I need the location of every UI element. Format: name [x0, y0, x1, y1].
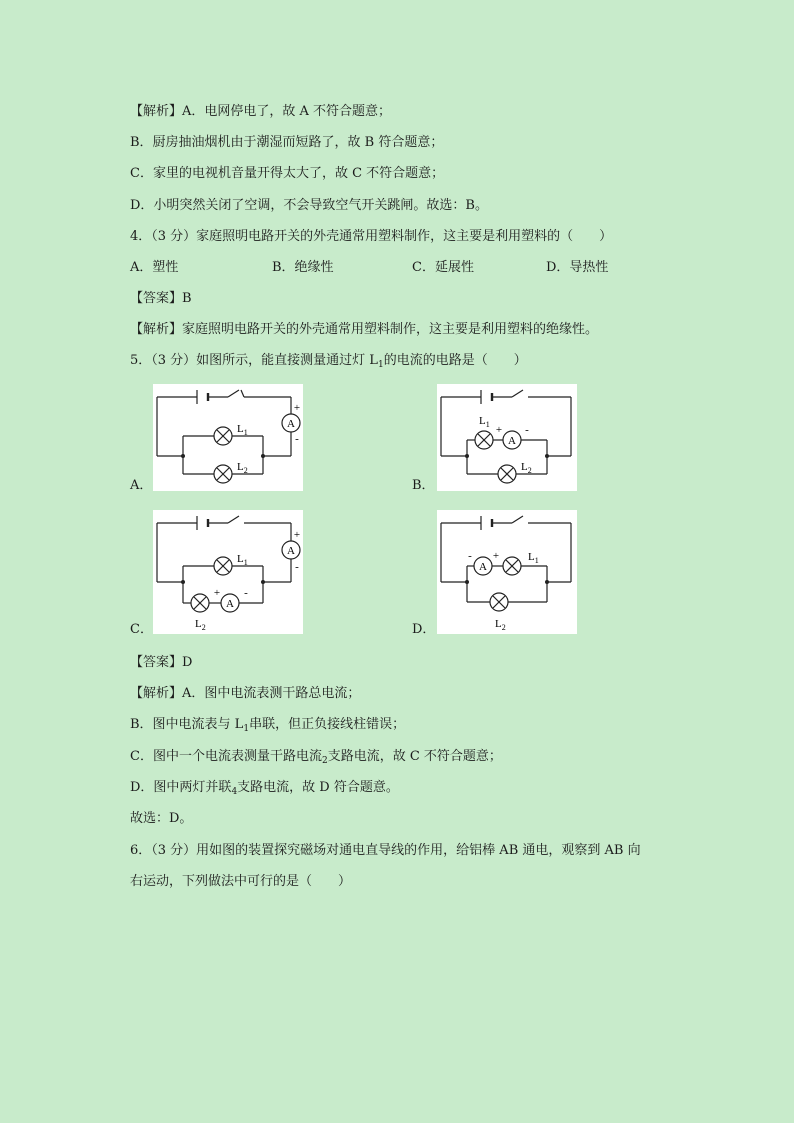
svg-text:+: +	[213, 587, 221, 599]
svg-text:L2: $L_2$	[495, 618, 506, 632]
svg-text:L1: $L_1$	[479, 415, 490, 429]
analysis-q3-a: 【解析】A．电网停电了，故 A 不符合题意；	[130, 104, 392, 119]
question-6-line-1: 6．（3 分）用如图的装置探究磁场对通电直导线的作用，给铝棒 AB 通电，观察到 AB 向	[130, 843, 641, 858]
circuit-diagram-d	[437, 510, 577, 634]
q5-answer: 【答案】D	[130, 655, 193, 670]
q5-conclusion: 故选：D。	[130, 811, 193, 826]
question-6-line-2: 右运动，下列做法中可行的是（ ）	[130, 874, 352, 889]
q4-option-a: A．塑性	[130, 260, 179, 275]
svg-text:-: -	[295, 433, 299, 445]
svg-text:A: A	[479, 561, 487, 573]
q4-option-c: C．延展性	[412, 260, 474, 275]
analysis-q3-d: D．小明突然关闭了空调，不会导致空气开关跳闸。故选：B。	[130, 198, 488, 213]
question-4: 4．（3 分）家庭照明电路开关的外壳通常用塑料制作，这主要是利用塑料的（ ）	[130, 229, 613, 244]
q4-option-d: D．导热性	[546, 260, 609, 275]
svg-text:L2: $L_2$	[237, 461, 248, 475]
svg-text:A: A	[508, 435, 516, 447]
q5-label-b: B．	[412, 478, 435, 493]
svg-text:+: +	[293, 529, 301, 541]
svg-text:-: -	[295, 561, 299, 573]
q4-answer: 【答案】B	[130, 291, 192, 306]
svg-text:L1: $L_1$	[237, 423, 248, 437]
svg-text:-: -	[244, 587, 248, 599]
question-5: 5．（3 分）如图所示，能直接测量通过灯 $L_1$的电流的电路是（ ）	[130, 353, 527, 370]
svg-text:+: +	[492, 550, 500, 562]
circuit-diagram-a	[153, 384, 303, 491]
svg-text:+: +	[293, 402, 301, 414]
q5-label-a: A．	[130, 478, 153, 493]
svg-text:L2: $L_2$	[195, 618, 206, 632]
analysis-q3-c: C．家里的电视机音量开得太大了，故 C 不符合题意；	[130, 166, 445, 181]
q4-analysis: 【解析】家庭照明电路开关的外壳通常用塑料制作，这主要是利用塑料的绝缘性。	[130, 322, 599, 337]
q5-label-c: C．	[130, 622, 153, 637]
analysis-q3-b: B．厨房抽油烟机由于潮湿而短路了，故 B 符合题意；	[130, 135, 444, 150]
svg-text:L1: $L_1$	[237, 553, 248, 567]
svg-text:+: +	[495, 424, 503, 436]
q5-analysis-c: C．图中一个电流表测量干路电流$_2$支路电流，故 C 不符合题意；	[130, 749, 502, 766]
q5-label-d: D．	[412, 622, 436, 637]
q4-option-b: B．绝缘性	[272, 260, 334, 275]
svg-text:-: -	[468, 550, 472, 562]
svg-text:L1: $L_1$	[528, 551, 539, 565]
svg-text:A: A	[226, 598, 234, 610]
q5-analysis-b: B．图中电流表与 $L_1$串联，但正负接线柱错误；	[130, 717, 406, 734]
q5-analysis-a: 【解析】A．图中电流表测干路总电流；	[130, 686, 361, 701]
svg-text:-: -	[525, 424, 529, 436]
ammeter-label: A	[287, 418, 295, 430]
circuit-diagram-c	[153, 510, 303, 634]
q5-analysis-d: D．图中两灯并联$_4$支路电流，故 D 符合题意。	[130, 780, 399, 797]
svg-text:A: A	[287, 545, 295, 557]
svg-text:L2: $L_2$	[521, 461, 532, 475]
circuit-diagram-b	[437, 384, 577, 491]
